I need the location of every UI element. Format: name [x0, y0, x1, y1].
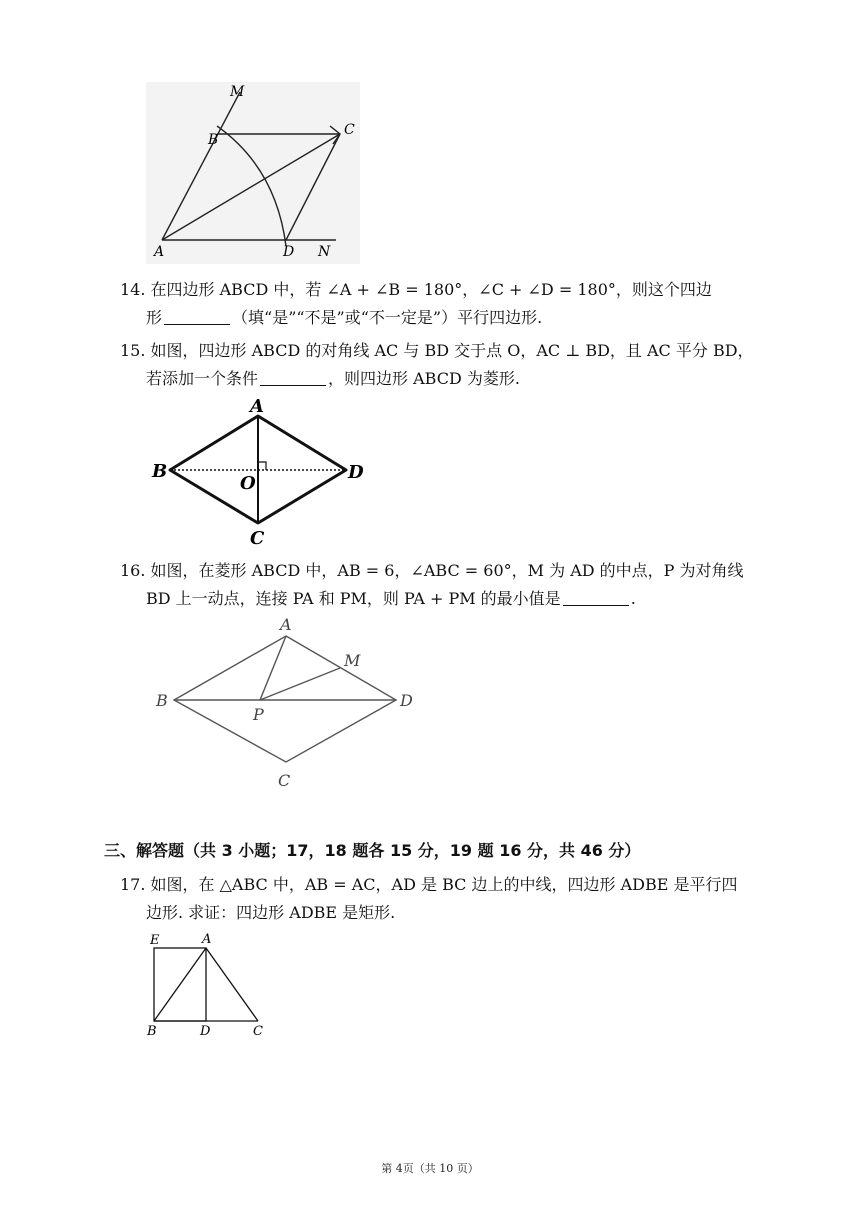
q16-figure: [150, 614, 430, 794]
q13-figure: [140, 78, 370, 268]
q13-label-d: D: [283, 244, 295, 260]
q15-line1: 15. 如图，四边形 ABCD 的对角线 AC 与 BD 交于点 O，AC ⊥ BD，且 AC 平分 BD，: [120, 341, 754, 360]
q16-answer-blank[interactable]: [563, 589, 629, 606]
q14-line2-after: （填“是”“不是”或“不一定是”）平行四边形.: [232, 308, 543, 327]
q17-label-a: A: [202, 932, 212, 947]
q15-label-c: C: [250, 528, 265, 549]
q15-line2: [146, 368, 520, 390]
q15-figure: [148, 398, 378, 550]
q14-line1: 14. 在四边形 ABCD 中，若 ∠A + ∠B = 180°，∠C + ∠D = 180°，则这个四边: [120, 280, 712, 299]
q13-label-c: C: [344, 122, 355, 138]
q16-label-a: A: [280, 615, 292, 634]
q17-figure: [142, 930, 272, 1040]
q15-label-o: O: [240, 473, 256, 494]
q13-label-n: N: [318, 244, 331, 260]
q16-label-c: C: [278, 771, 291, 790]
q14-line2: [146, 307, 542, 329]
q15-label-a: A: [250, 398, 264, 417]
q14-answer-blank[interactable]: [164, 308, 230, 325]
q14-line2-before: 形: [146, 308, 163, 327]
q15-answer-blank[interactable]: [260, 369, 326, 386]
q17-label-c: C: [253, 1024, 263, 1039]
q17-label-b: B: [147, 1024, 157, 1039]
q16-label-p: P: [253, 705, 264, 724]
q15-label-b: B: [152, 461, 168, 482]
section-three-heading: 三、解答题（共 3 小题；17，18 题各 15 分，19 题 16 分，共 46 分）: [104, 841, 641, 860]
q15-label-d: D: [348, 462, 364, 483]
q17-line1: 17. 如图，在 △ABC 中，AB = AC，AD 是 BC 边上的中线，四边形 ADBE 是平行四: [120, 875, 738, 894]
q15-line2-before: 若添加一个条件: [146, 369, 259, 388]
q13-label-m: M: [230, 84, 245, 100]
q17-label-d: D: [200, 1024, 211, 1039]
page-footer: 第 4页（共 10 页）: [381, 1162, 479, 1175]
q16-line2: [146, 588, 636, 610]
q16-line1: 16. 如图，在菱形 ABCD 中，AB = 6，∠ABC = 60°，M 为 AD 的中点，P 为对角线: [120, 561, 744, 580]
q13-label-a: A: [154, 244, 165, 260]
q13-label-b: B: [208, 132, 219, 148]
q16-line2-before: BD 上一动点，连接 PA 和 PM，则 PA + PM 的最小值是: [146, 589, 561, 608]
q17-label-e: E: [150, 933, 160, 948]
q17-line2: 边形. 求证：四边形 ADBE 是矩形.: [146, 903, 396, 922]
q16-label-m: M: [344, 651, 361, 670]
q16-label-d: D: [400, 691, 413, 710]
q16-line2-after: .: [630, 589, 636, 608]
q16-label-b: B: [156, 691, 168, 710]
q15-line2-after: ，则四边形 ABCD 为菱形.: [328, 369, 520, 388]
